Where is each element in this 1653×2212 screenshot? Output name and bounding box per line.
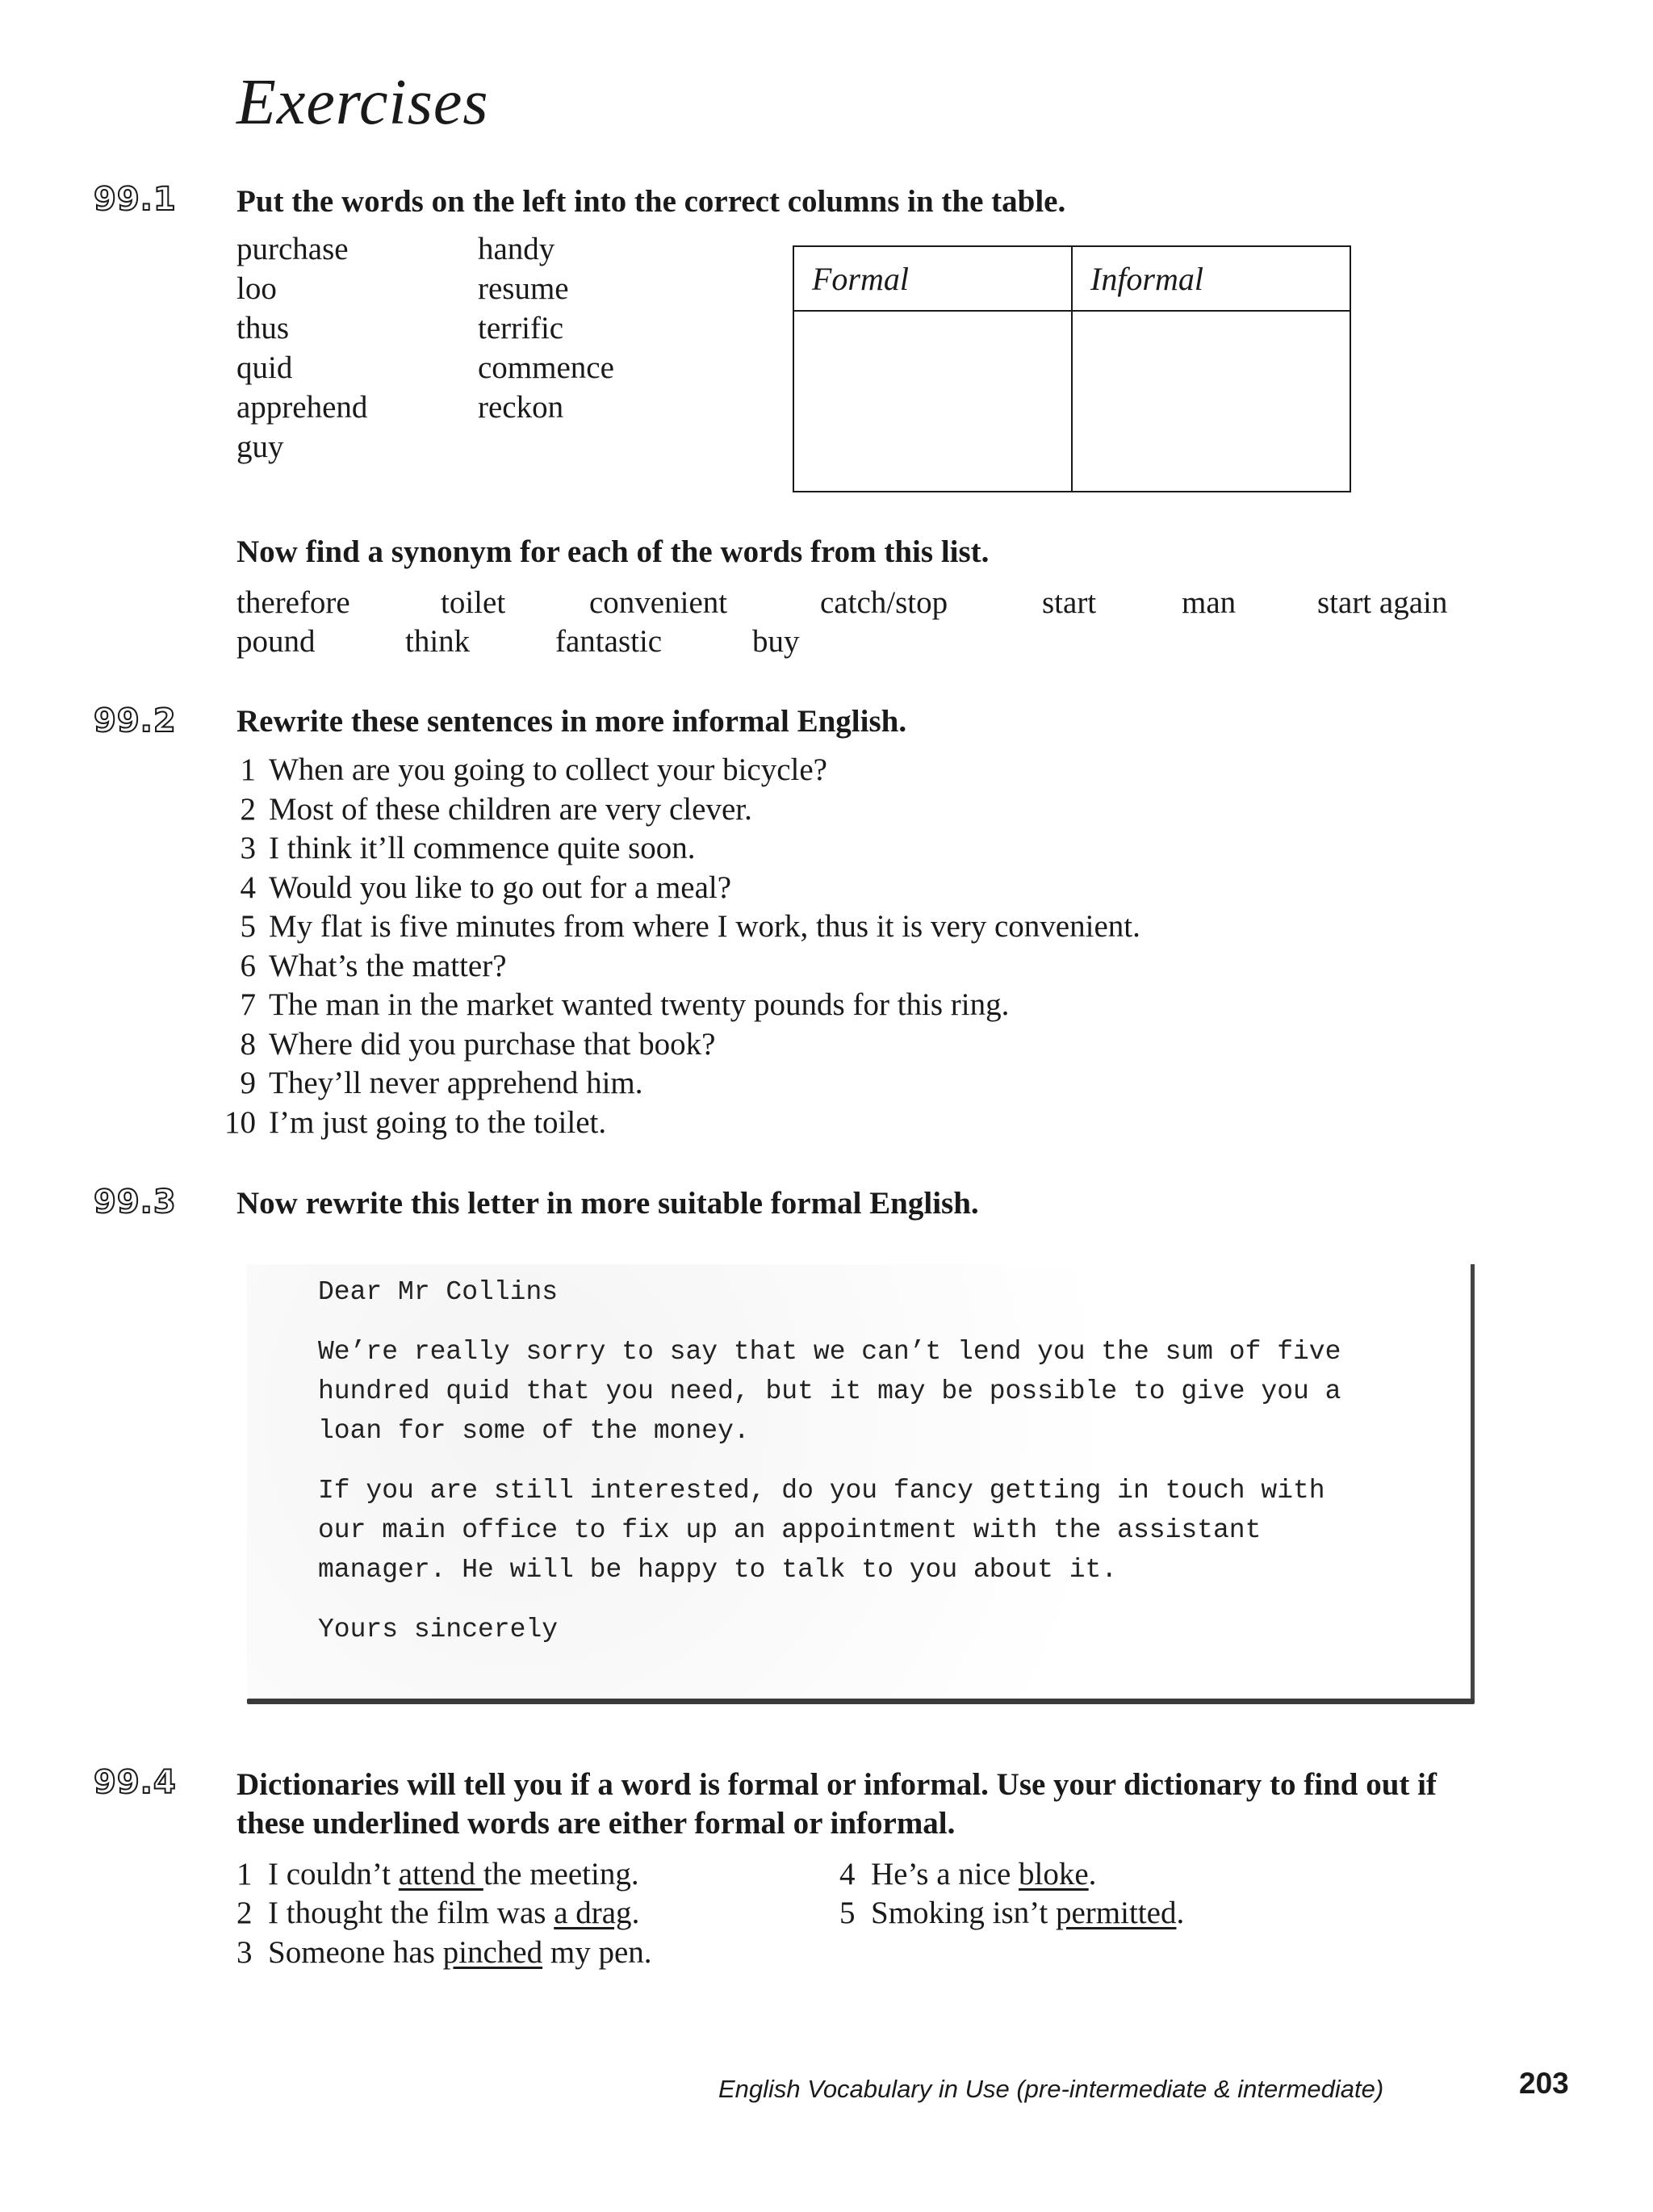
synonym-word: pound bbox=[236, 624, 316, 659]
list-item: 2 I thought the film was a drag. bbox=[236, 1896, 640, 1930]
synonym-word: man bbox=[1182, 585, 1237, 620]
exercise-number-99-4: 99.4 bbox=[94, 1764, 177, 1801]
exercise-2-instruction: Rewrite these sentences in more informal English. bbox=[236, 704, 907, 739]
exercise-4-instruction-line1: Dictionaries will tell you if a word is formal or informal. Use your dictionary to find out if bbox=[236, 1767, 1437, 1802]
informal-answer-cell[interactable] bbox=[1072, 311, 1350, 492]
synonym-word: toilet bbox=[441, 585, 506, 620]
synonym-instruction: Now find a synonym for each of the words from this list. bbox=[236, 534, 990, 569]
list-item: 8 Where did you purchase that book? bbox=[240, 1026, 716, 1062]
formal-answer-cell[interactable] bbox=[793, 311, 1072, 492]
list-item: 2 Most of these children are very clever. bbox=[240, 791, 752, 827]
underlined-word: permitted bbox=[1056, 1896, 1177, 1930]
list-item: 4 Would you like to go out for a meal? bbox=[240, 869, 732, 905]
page-title: Exercises bbox=[236, 67, 489, 138]
page-number: 203 bbox=[1519, 2067, 1569, 2100]
list-item: 3 Someone has pinched my pen. bbox=[236, 1935, 652, 1970]
letter-line: manager. He will be happy to talk to you about it. bbox=[318, 1555, 1118, 1585]
synonym-word: buy bbox=[752, 624, 800, 659]
word-list-right bbox=[478, 229, 614, 427]
sentence-list bbox=[211, 751, 1140, 1142]
exercise-number-99-2: 99.2 bbox=[94, 702, 177, 739]
list-item: 1 When are you going to collect your bicycle? bbox=[240, 752, 827, 787]
list-item: 5 Smoking isn’t permitted. bbox=[839, 1896, 1185, 1930]
synonym-word: think bbox=[405, 624, 471, 659]
word-item: terrific bbox=[478, 311, 564, 346]
word-item: loo bbox=[236, 271, 277, 306]
list-item: 7 The man in the market wanted twenty pounds for this ring. bbox=[240, 987, 1010, 1022]
letter-salutation: Dear Mr Collins bbox=[318, 1277, 559, 1307]
synonym-word: start bbox=[1042, 585, 1097, 620]
letter-closing: Yours sincerely bbox=[318, 1615, 559, 1644]
word-item: commence bbox=[478, 350, 614, 385]
exercise-1-instruction: Put the words on the left into the correct columns in the table. bbox=[236, 184, 1066, 219]
list-item: 10 I’m just going to the toilet. bbox=[224, 1104, 607, 1140]
synonym-word: fantastic bbox=[555, 624, 663, 659]
underlined-word: attend bbox=[398, 1857, 483, 1892]
letter-line: our main office to fix up an appointment with the assistant bbox=[318, 1515, 1262, 1545]
table-header-formal: Formal bbox=[793, 246, 1072, 311]
word-item: resume bbox=[478, 271, 569, 306]
letter-line: If you are still interested, do you fancy getting in touch with bbox=[318, 1476, 1325, 1506]
exercise-number-99-1: 99.1 bbox=[94, 181, 177, 218]
letter-line: loan for some of the money. bbox=[318, 1416, 750, 1446]
list-item: 9 They’ll never apprehend him. bbox=[240, 1066, 643, 1100]
word-item: purchase bbox=[236, 232, 349, 266]
word-item: handy bbox=[478, 232, 555, 266]
letter-line: We’re really sorry to say that we can’t lend you the sum of five bbox=[318, 1337, 1341, 1367]
word-item: quid bbox=[236, 350, 293, 385]
word-item: reckon bbox=[478, 390, 564, 425]
exercise-3-instruction: Now rewrite this letter in more suitable formal English. bbox=[236, 1186, 979, 1221]
table-header-informal: Informal bbox=[1072, 246, 1350, 311]
synonym-word: therefore bbox=[236, 585, 350, 620]
word-list-left bbox=[236, 229, 367, 467]
list-item: 4 He’s a nice bloke. bbox=[839, 1857, 1097, 1892]
underlined-word: pinched bbox=[442, 1935, 543, 1970]
list-item: 1 I couldn’t attend the meeting. bbox=[236, 1857, 639, 1892]
underlined-word: a drag bbox=[554, 1896, 632, 1930]
word-item: guy bbox=[236, 429, 284, 464]
underlined-word: bloke bbox=[1019, 1857, 1089, 1892]
exercise-4-instruction-line2: these underlined words are either formal or informal. bbox=[236, 1806, 956, 1841]
formal-informal-table bbox=[793, 245, 1351, 492]
list-item: 3 I think it’ll commence quite soon. bbox=[240, 831, 696, 865]
synonym-word: catch/stop bbox=[820, 585, 948, 620]
word-item: apprehend bbox=[236, 390, 368, 425]
word-item: thus bbox=[236, 311, 290, 346]
letter-line: hundred quid that you need, but it may be possible to give you a bbox=[318, 1376, 1341, 1406]
synonym-word: convenient bbox=[589, 585, 728, 620]
book-title-footer: English Vocabulary in Use (pre-intermediate & intermediate) bbox=[718, 2075, 1384, 2103]
exercise-number-99-3: 99.3 bbox=[94, 1184, 177, 1221]
synonym-word: start again bbox=[1317, 585, 1448, 620]
list-item: 5 My flat is five minutes from where I work, thus it is very convenient. bbox=[240, 909, 1140, 944]
list-item: 6 What’s the matter? bbox=[240, 948, 507, 983]
